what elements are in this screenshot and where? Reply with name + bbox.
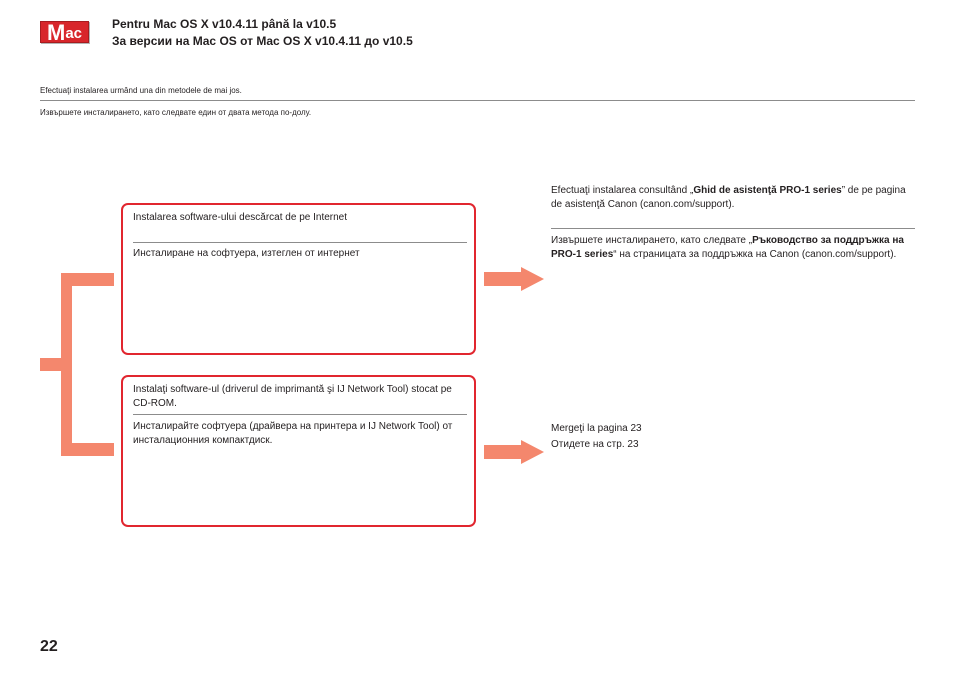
arrow-right-icon — [484, 440, 544, 464]
guide-title-bg: Ръководство за поддръжка на PRO-1 series — [551, 235, 904, 260]
page-title-bg: За версии на Mac OS от Mac OS X v10.4.11 до v10.5 — [112, 34, 413, 48]
result-internet-bg: Извършете инсталирането, като следвате „Ръководство за поддръжка на PRO-1 series“ на страницата за поддръжка на Canon (canon.com/support). — [551, 235, 904, 260]
divider — [40, 100, 915, 101]
intro-text-bg: Извършете инсталирането, като следвате един от двата метода по-долу. — [40, 108, 312, 117]
option-cdrom-text-bg: Инсталирайте софтуера (драйвера на принтера и IJ Network Tool) от инсталационния компактдиск. — [133, 421, 453, 446]
option-box-internet — [121, 203, 476, 355]
page-title-ro: Pentru Mac OS X v10.4.11 până la v10.5 — [112, 17, 337, 31]
arrow-right-icon — [484, 267, 544, 291]
option-cdrom-text-ro: Instalaţi software-ul (driverul de imprimantă şi IJ Network Tool) stocat pe CD-ROM. — [133, 384, 452, 409]
result-cdrom-bg: Отидете на стр. 23 — [551, 439, 639, 450]
bracket-vertical — [61, 273, 72, 456]
bracket-top-arm — [61, 273, 114, 286]
mac-logo-ac: ac — [65, 25, 82, 42]
bracket-bottom-arm — [61, 443, 114, 456]
intro-text-ro: Efectuaţi instalarea urmând una din metodele de mai jos. — [40, 86, 242, 95]
page-number: 22 — [40, 638, 58, 655]
guide-title-ro: Ghid de asistenţă PRO-1 series — [693, 185, 842, 196]
option-internet-divider — [133, 242, 467, 243]
bracket-stem — [40, 358, 61, 371]
mac-logo-m: M — [46, 20, 66, 45]
mac-logo — [40, 21, 89, 43]
option-internet-text-ro: Instalarea software-ului descărcat de pe Internet — [133, 212, 348, 223]
result-cdrom-ro: Mergeţi la pagina 23 — [551, 423, 642, 434]
result-internet-ro: Efectuaţi instalarea consultând „Ghid de asistenţă PRO-1 series” de pe pagina de asistenţă Canon (canon.com/support). — [551, 185, 906, 210]
option-internet-text-bg: Инсталиране на софтуера, изтеглен от интернет — [133, 248, 360, 259]
option-cdrom-divider — [133, 414, 467, 415]
result-divider — [551, 228, 915, 229]
